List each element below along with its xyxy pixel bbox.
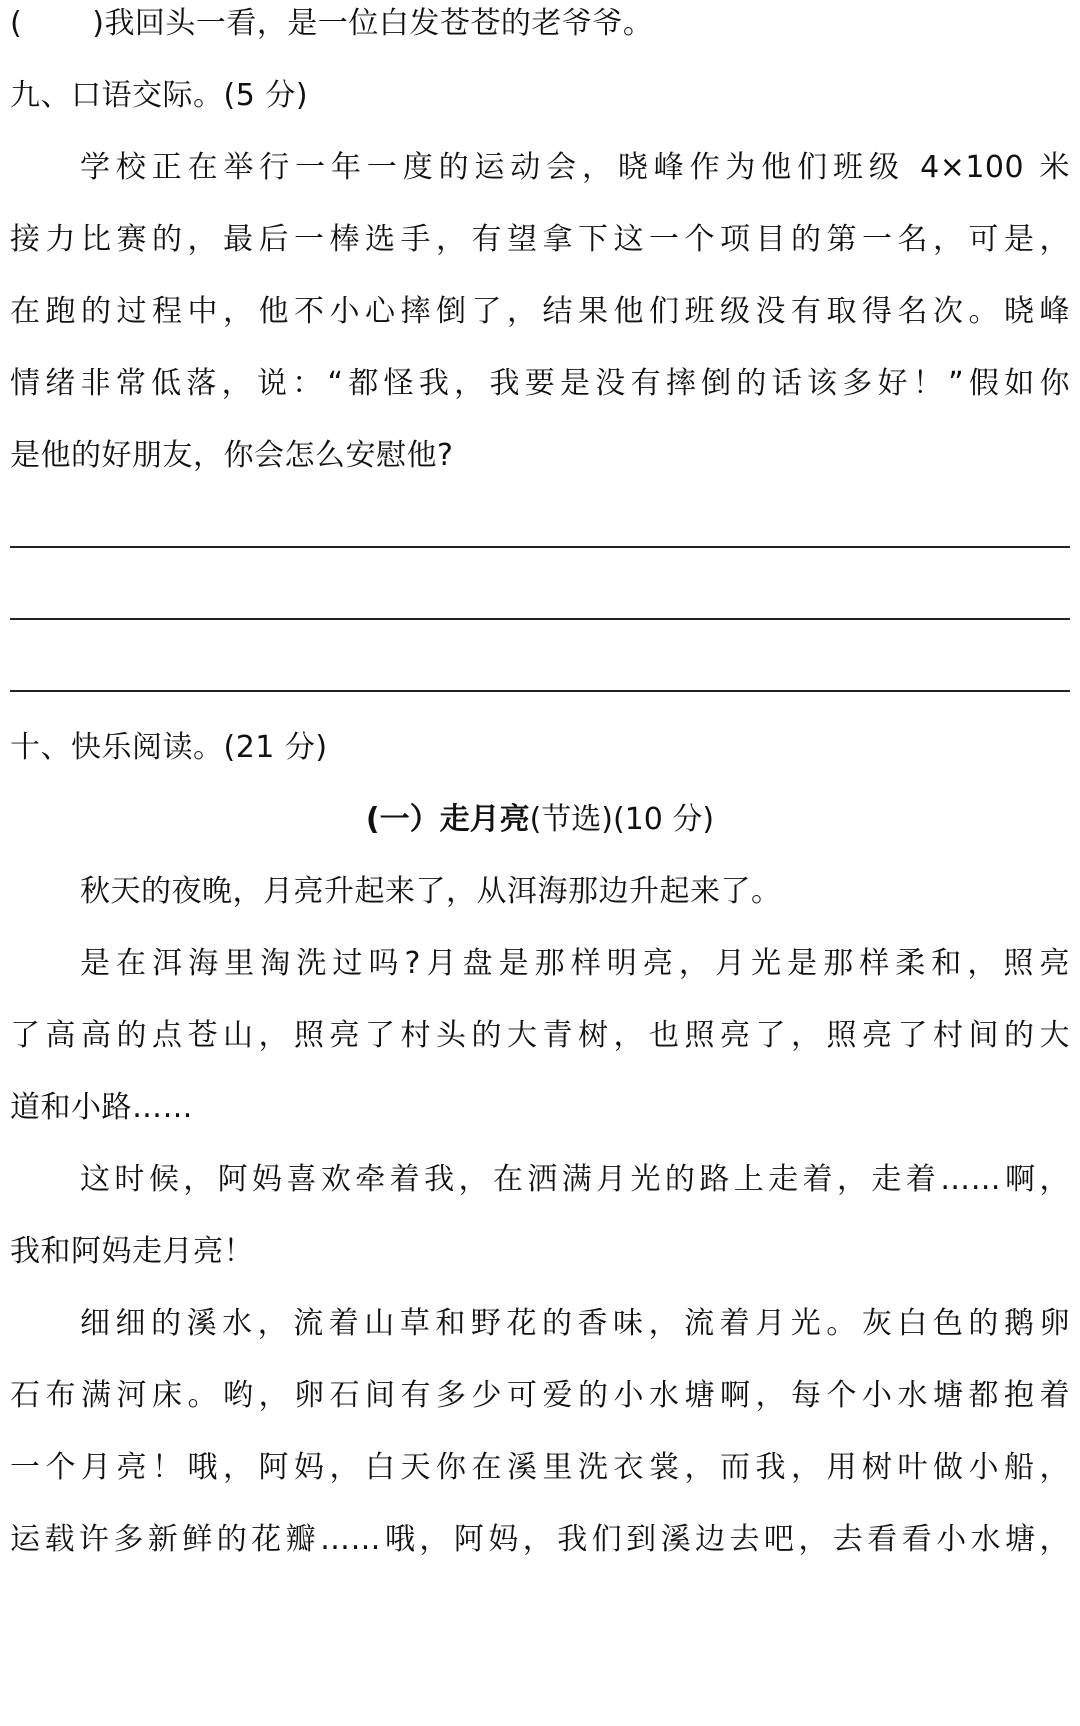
passage-line: 这时候，阿妈喜欢牵着我，在洒满月光的路上走着，走着……啊， <box>80 1162 1070 1197</box>
section-heading-oral: 九、口语交际。(5 分) <box>10 78 309 113</box>
passage-title-note: (节选)(10 分) <box>529 802 715 837</box>
passage-line: 一个月亮！哦，阿妈，白天你在溪里洗衣裳，而我，用树叶做小船， <box>10 1450 1070 1485</box>
answer-paren-close: ) <box>92 6 105 41</box>
answer-paren-open: ( <box>10 6 23 41</box>
passage-title <box>0 800 1080 840</box>
question-text: 我回头一看，是一位白发苍苍的老爷爷。 <box>104 6 654 41</box>
section-heading-reading: 十、快乐阅读。(21 分) <box>10 730 328 765</box>
answer-line[interactable] <box>10 546 1070 548</box>
passage-line: 细细的溪水，流着山草和野花的香味，流着月光。灰白色的鹅卵 <box>80 1306 1070 1341</box>
passage-line: 运载许多新鲜的花瓣……哦，阿妈，我们到溪边去吧，去看看小水塘， <box>10 1522 1070 1557</box>
answer-line[interactable] <box>10 690 1070 692</box>
passage-line: 是在洱海里淘洗过吗?月盘是那样明亮，月光是那样柔和，照亮 <box>80 946 1070 981</box>
paragraph-line: 学校正在举行一年一度的运动会，晓峰作为他们班级 4×100 米 <box>80 150 1070 185</box>
passage-line: 秋天的夜晚，月亮升起来了，从洱海那边升起来了。 <box>80 874 782 909</box>
passage-title-main: (一）走月亮 <box>365 802 530 837</box>
paragraph-line: 是他的好朋友，你会怎么安慰他? <box>10 438 454 473</box>
answer-line[interactable] <box>10 618 1070 620</box>
passage-line: 石布满河床。哟，卵石间有多少可爱的小水塘啊，每个小水塘都抱着 <box>10 1378 1070 1413</box>
paragraph-line: 情绪非常低落，说：“都怪我，我要是没有摔倒的话该多好！”假如你 <box>10 366 1070 401</box>
question-item <box>10 4 1070 44</box>
paragraph-line: 在跑的过程中，他不小心摔倒了，结果他们班级没有取得名次。晓峰 <box>10 294 1070 329</box>
passage-line: 道和小路…… <box>10 1090 193 1125</box>
paragraph-line: 接力比赛的，最后一棒选手，有望拿下这一个项目的第一名，可是， <box>10 222 1070 257</box>
passage-line: 了高高的点苍山，照亮了村头的大青树，也照亮了，照亮了村间的大 <box>10 1018 1070 1053</box>
passage-line: 我和阿妈走月亮！ <box>10 1234 254 1269</box>
